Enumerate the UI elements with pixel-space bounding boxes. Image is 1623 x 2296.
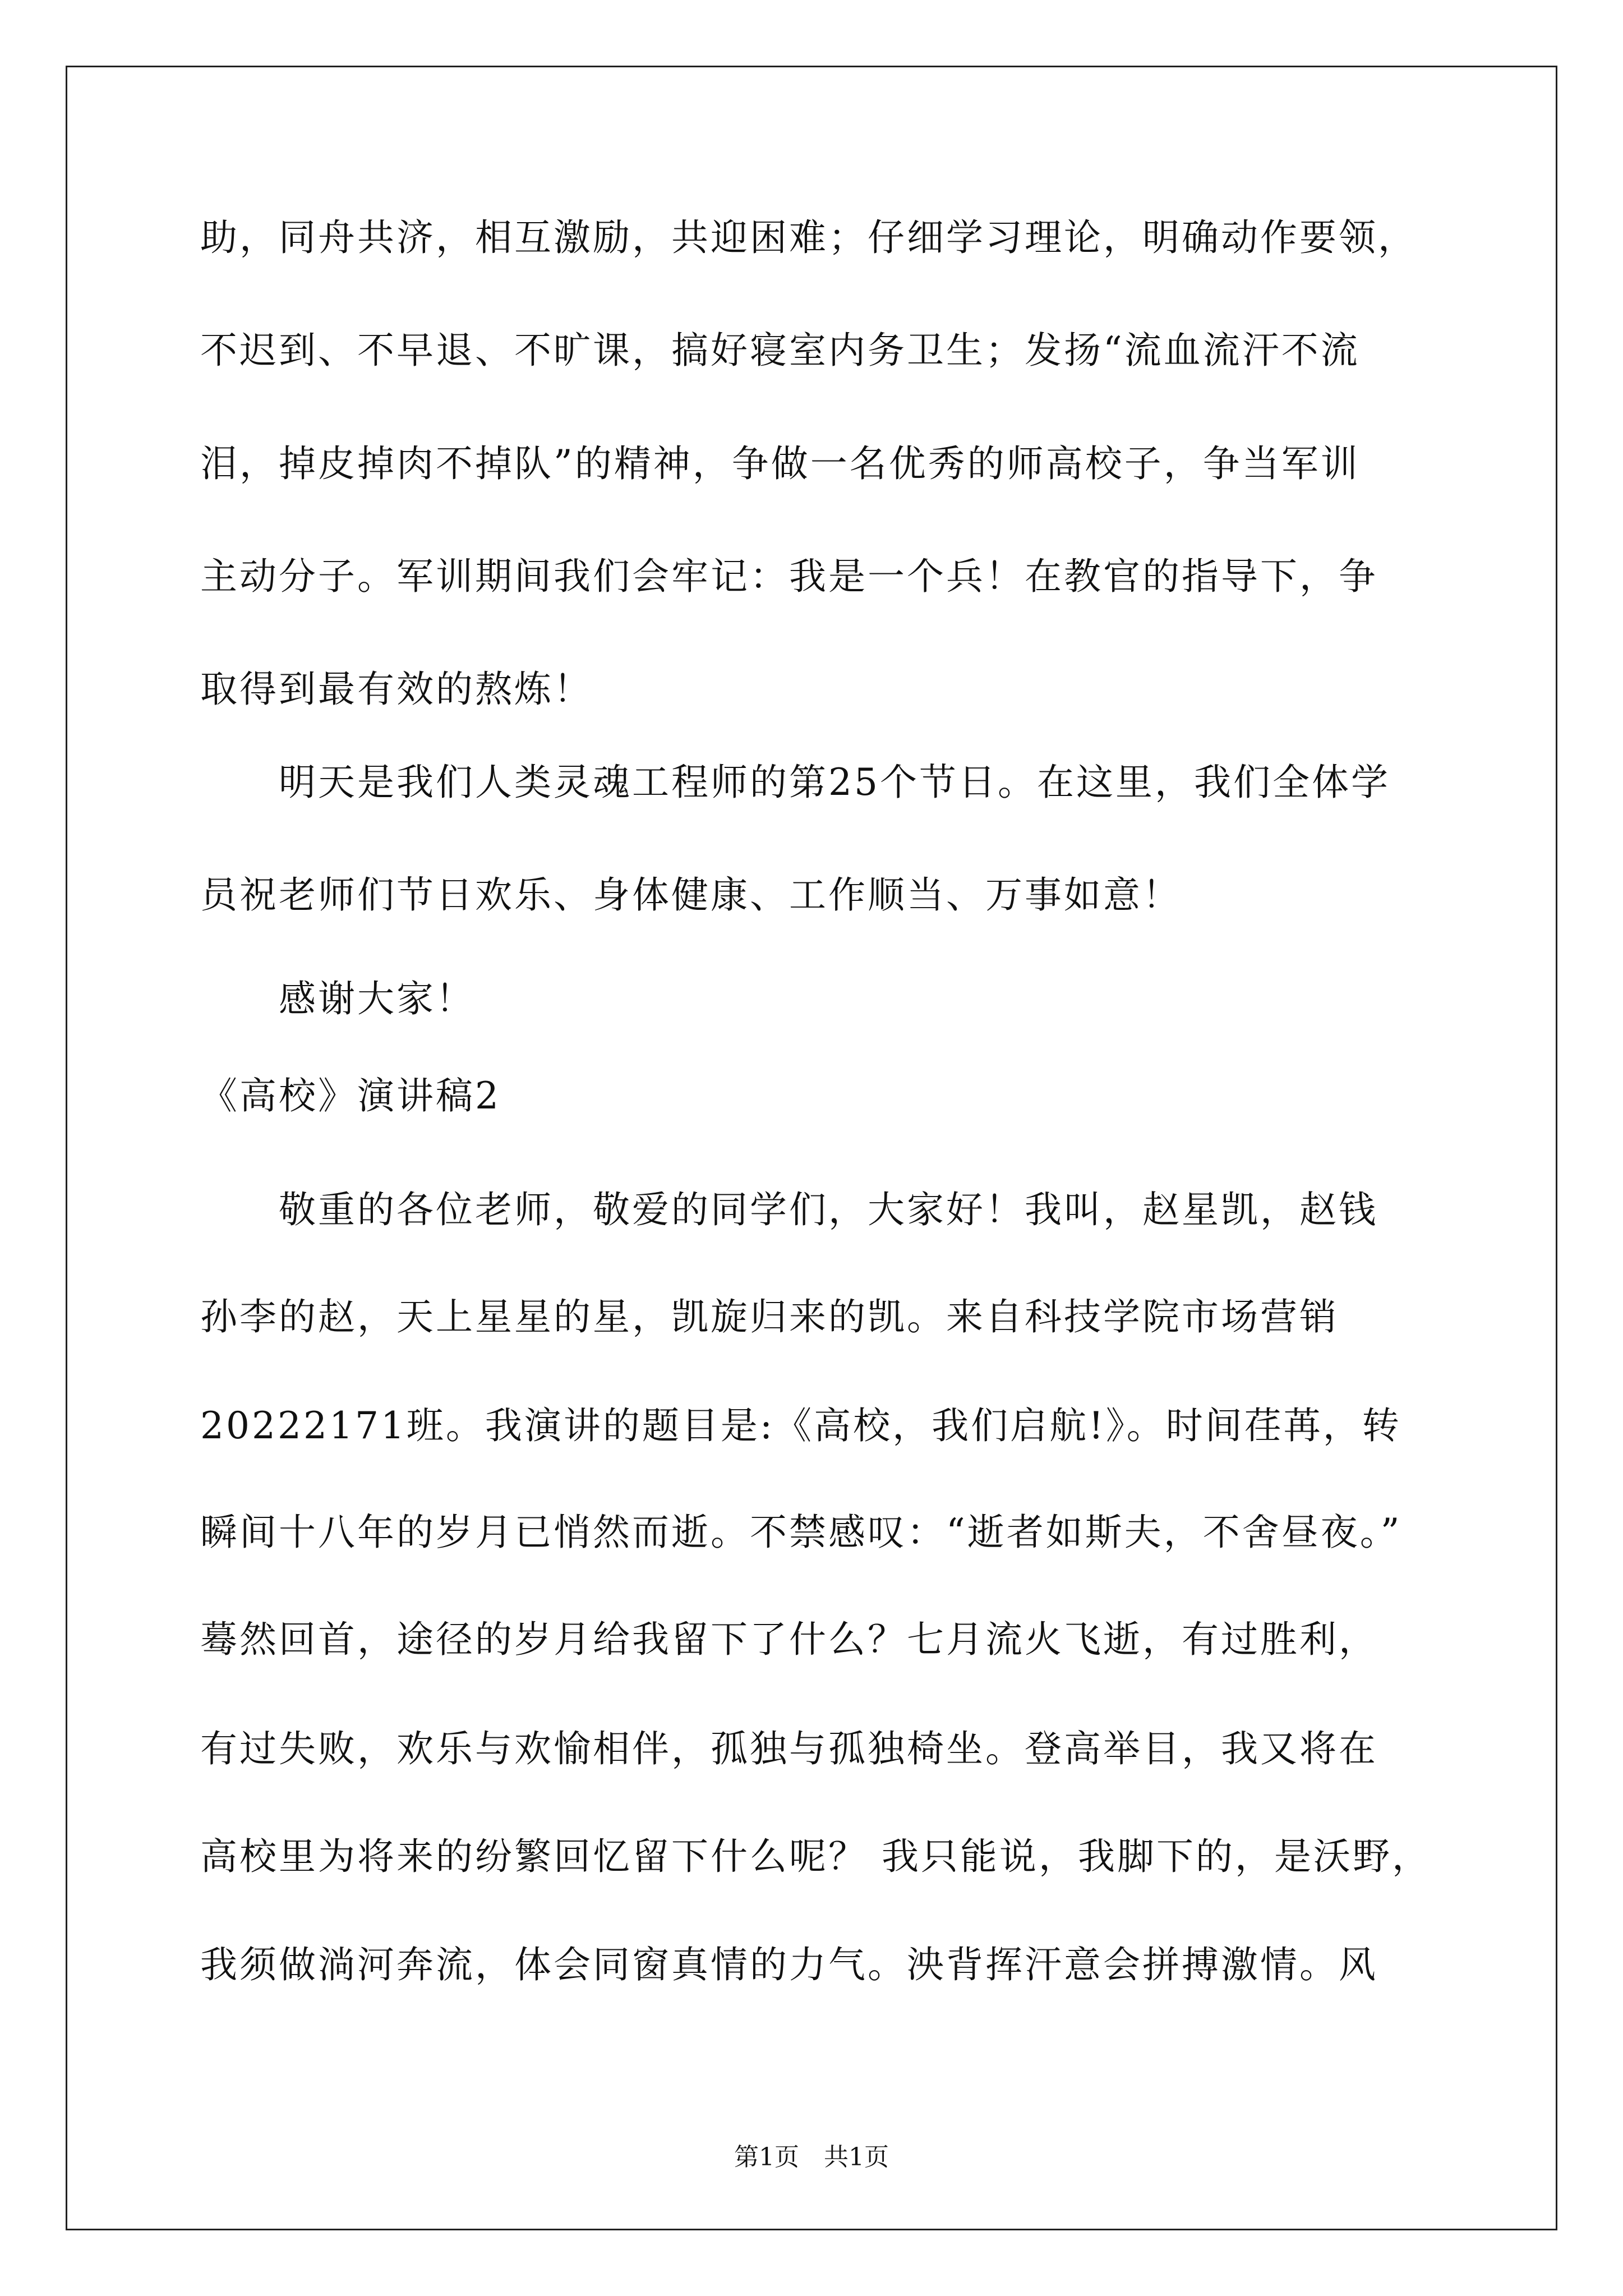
page-footer: 第1页 共1页 <box>734 2143 889 2171</box>
text-line: 明天是我们人类灵魂工程师的第25个节日。在这里，我们全体学 <box>200 761 1390 804</box>
text-line: 瞬间十八年的岁月已悄然而逝。不禁感叹：“逝者如斯夫，不舍昼夜。” <box>200 1511 1402 1554</box>
text-line: 敬重的各位老师，敬爱的同学们，大家好！我叫，赵星凯，赵钱 <box>200 1188 1378 1231</box>
text-line: 高校里为将来的纷繁回忆留下什么呢？ 我只能说，我脚下的，是沃野， <box>200 1835 1431 1878</box>
text-line: 我须做淌河奔流，体会同窗真情的力气。泱背挥汗意会拼搏激情。风 <box>200 1943 1378 1986</box>
text-line: 助，同舟共济，相互激励，共迎困难；仔细学习理论，明确动作要领， <box>200 216 1417 259</box>
text-line: 蓦然回首，途径的岁月给我留下了什么？七月流火飞逝，有过胜利， <box>200 1618 1378 1661</box>
text-line: 孙李的赵，天上星星的星，凯旋归来的凯。来自科技学院市场营销 <box>200 1295 1339 1338</box>
text-line: 不迟到、不早退、不旷课，搞好寝室内务卫生；发扬“流血流汗不流 <box>200 329 1360 372</box>
text-line: 有过失败，欢乐与欢愉相伴，孤独与孤独椅坐。登高举目，我又将在 <box>200 1727 1378 1770</box>
text-line: 20222171班。我演讲的题目是:《高校，我们启航!》。时间荏苒，转 <box>200 1404 1401 1447</box>
text-line: 感谢大家！ <box>200 977 475 1020</box>
text-line: 取得到最有效的熬炼！ <box>200 668 593 711</box>
text-line: 泪，掉皮掉肉不掉队”的精神，争做一名优秀的师高校子，争当军训 <box>200 442 1360 485</box>
text-line: 主动分子。军训期间我们会牢记：我是一个兵！在教官的指导下，争 <box>200 555 1378 598</box>
text-line: 员祝老师们节日欢乐、身体健康、工作顺当、万事如意！ <box>200 873 1182 917</box>
section-heading: 《高校》演讲稿2 <box>200 1074 501 1117</box>
page-border <box>66 66 1557 2230</box>
